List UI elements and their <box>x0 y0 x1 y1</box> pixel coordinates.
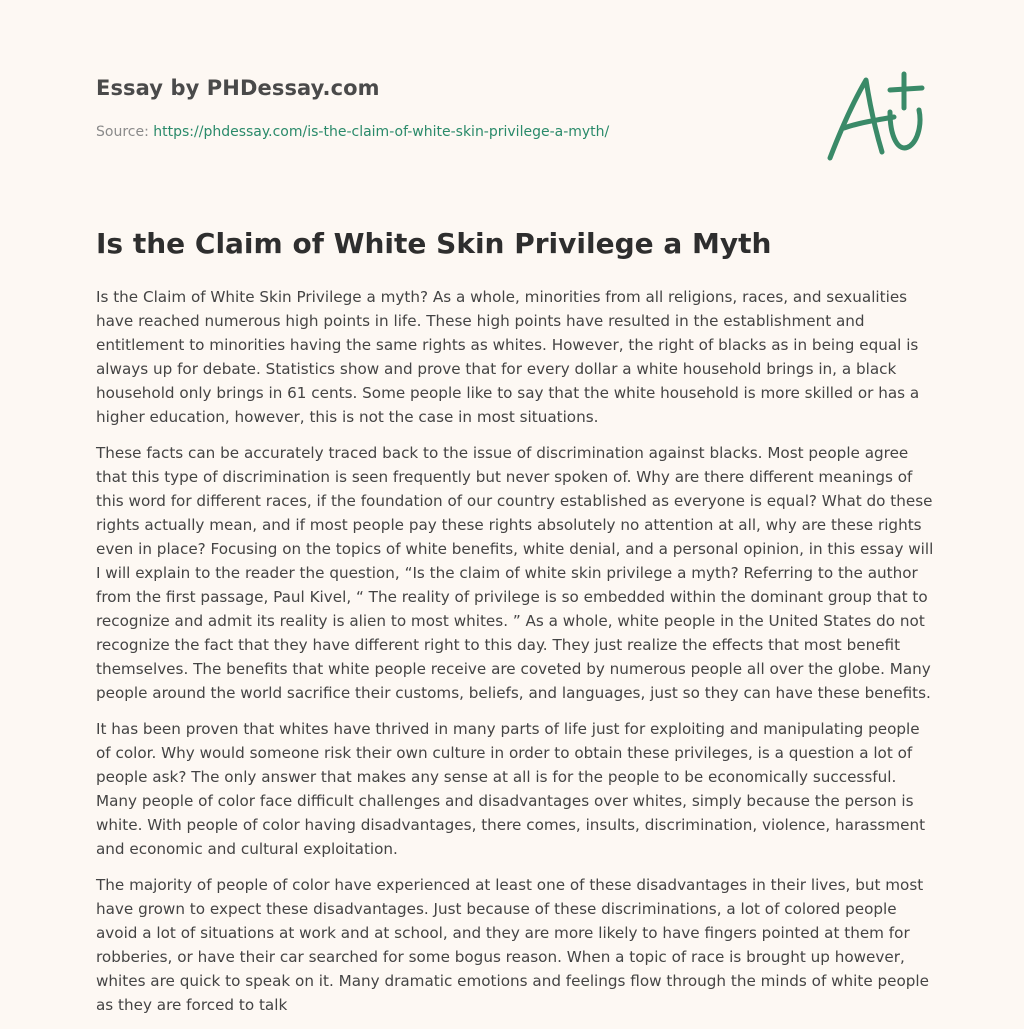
essay-paragraph: These facts can be accurately traced back to the issue of discrimination against blacks. Most people agree that this type of discrimination is seen frequently but never spoken of. Why are there different meanings of this word for different races, if the foundation of our country established as everyone is equal? What do these rights actually mean, and if most people pay these rights absolutely no attention at all, why are these rights even in place? Focusing on the topics of white benefits, white denial, and a personal opinion, in this essay will I will explain to the reader the question, “Is the claim of white skin privilege a myth? Referring to the author from the first passage, Paul Kivel, “ The reality of privilege is so embedded within the dominant group that to recognize and admit its reality is alien to most whites. ” As a whole, white people in the United States do not recognize the fact that they have different right to this day. They just realize the effects that most benefit themselves. The benefits that white people receive are coveted by numerous people all over the globe. Many people around the world sacrifice their customs, beliefs, and languages, just so they can have these benefits. <box>96 444 934 702</box>
site-brand: Essay by PHDessay.com <box>96 76 380 100</box>
essay-paragraph: The majority of people of color have experienced at least one of these disadvantages in their lives, but most have grown to expect these disadvantages. Just because of these discriminations, a lot of colored people avoid a lot of situations at work and at school, and they are more likely to have fingers pointed at them for robberies, or have their car searched for some bogus reason. When a topic of race is brought up however, whites are quick to speak on it. Many dramatic emotions and feelings flow through the minds of white people as they are forced to talk <box>96 876 929 1014</box>
essay-title: Is the Claim of White Skin Privilege a Myth <box>96 227 772 260</box>
essay-body <box>96 285 936 1029</box>
source-label: Source: <box>96 124 154 140</box>
essay-paragraph: It has been proven that whites have thrived in many parts of life just for exploiting and manipulating people of color. Why would someone risk their own culture in order to obtain these privileges, is a question a lot of people ask? The only answer that makes any sense at all is for the people to be economically successful. Many people of color face difficult challenges and disadvantages over whites, simply because the person is white. With people of color having disadvantages, there comes, insults, discrimination, violence, harassment and economic and cultural exploitation. <box>96 720 926 858</box>
source-line <box>96 124 609 140</box>
a-plus-grade-icon <box>818 66 930 166</box>
source-link[interactable]: https://phdessay.com/is-the-claim-of-white-skin-privilege-a-myth/ <box>153 124 610 140</box>
essay-paragraph: Is the Claim of White Skin Privilege a myth? As a whole, minorities from all religions, races, and sexualities have reached numerous high points in life. These high points have resulted in the establishment and entitlement to minorities having the same rights as whites. However, the right of blacks as in being equal is always up for debate. Statistics show and prove that for every dollar a white household brings in, a black household only brings in 61 cents. Some people like to say that the white household is more skilled or has a higher education, however, this is not the case in most situations. <box>96 288 920 426</box>
